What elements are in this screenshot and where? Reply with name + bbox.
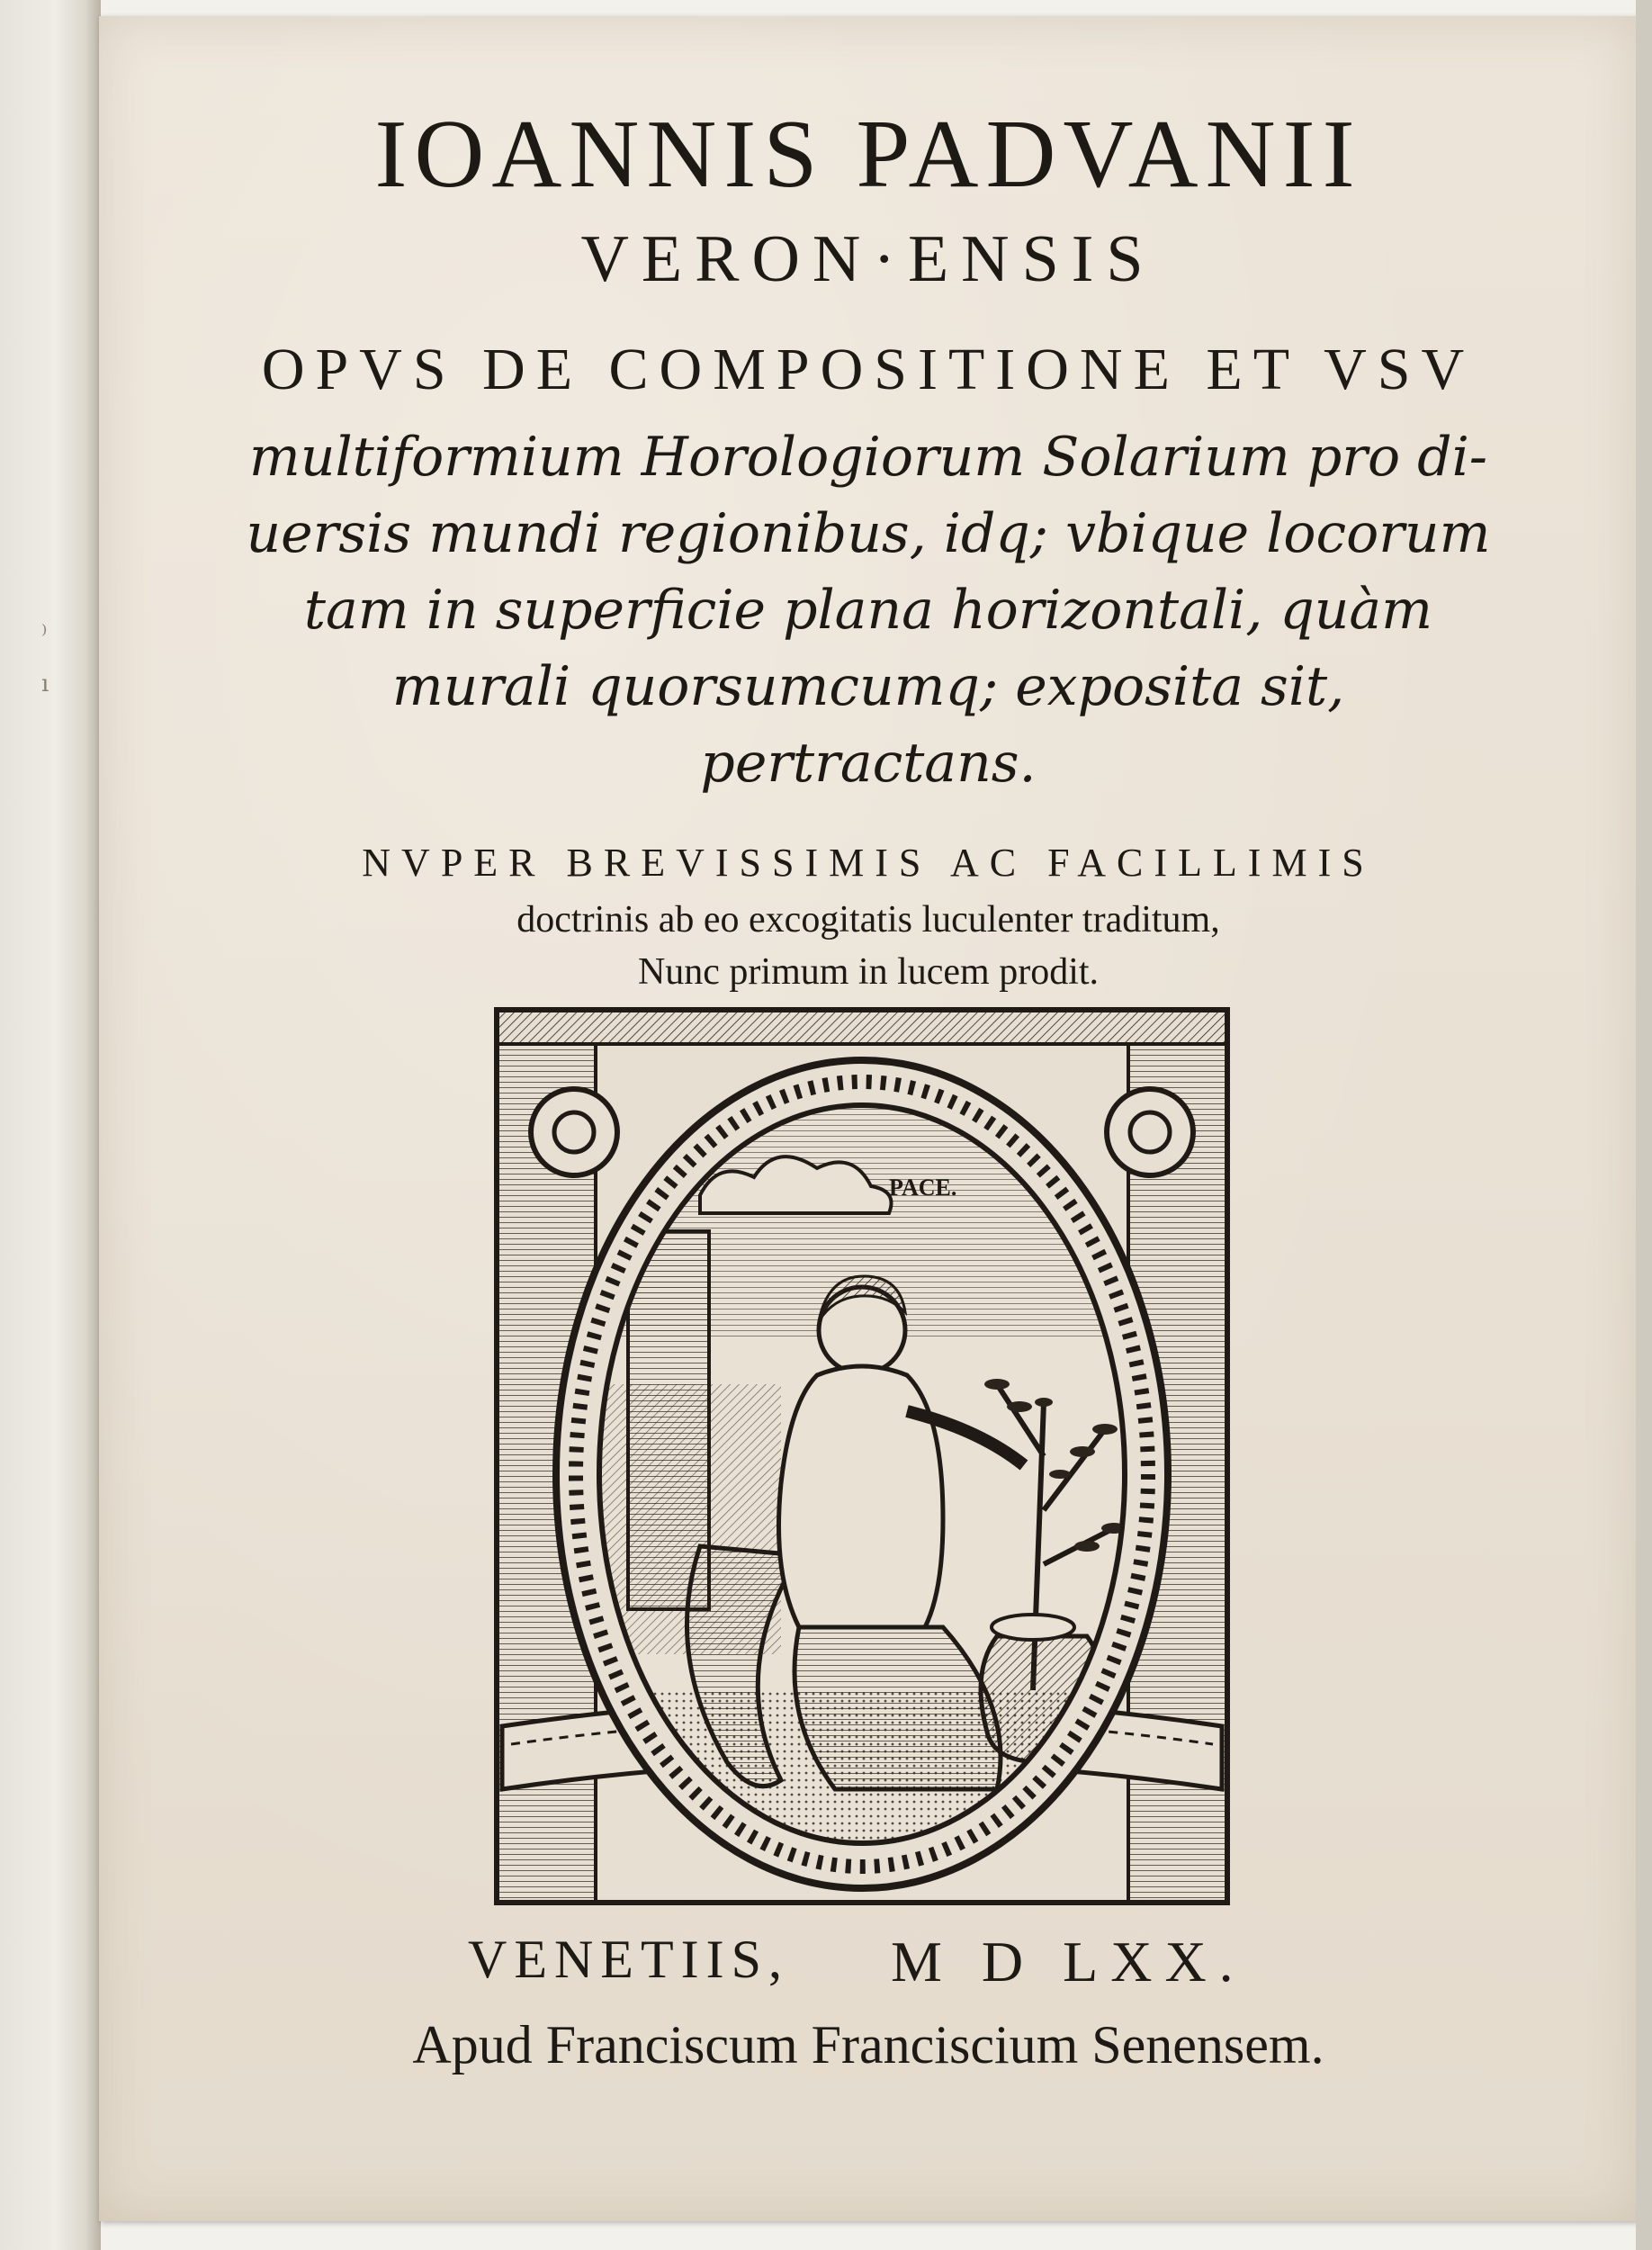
scroll-volute (531, 1089, 617, 1175)
imprint-city: VENETIIS, (468, 1930, 789, 1989)
subtitle-line: pertractans. (700, 732, 1037, 795)
previous-leaf-edge (0, 0, 101, 2250)
note-heading: NVPER BREVISSIMIS AC FACILLIMIS (362, 841, 1375, 885)
title-page (99, 16, 1640, 2221)
author-origin: VERON·ENSIS (580, 222, 1156, 296)
woodcut-device (493, 1006, 1231, 1906)
subtitle-line: multiformium Horologiorum Solarium pro di- (248, 426, 1488, 489)
imprint-printer: Apud Franciscum Franciscium Senensem. (412, 2015, 1324, 2074)
leaf-mark: ı (41, 670, 49, 698)
subtitle-line: tam in superficie plana horizontali, quàm (303, 579, 1433, 642)
right-page-edge (1636, 0, 1652, 2250)
note-line: doctrinis ab eo excogitatis luculenter traditum, (516, 899, 1220, 940)
author-name: IOANNIS PADVANII (374, 101, 1362, 208)
figure-body (779, 1366, 944, 1627)
woodcut-label: PACE. (889, 1174, 957, 1201)
note-line: Nunc primum in lucem prodit. (637, 951, 1100, 993)
imprint-year: M D LXX. (891, 1930, 1246, 1994)
scroll-volute (1107, 1089, 1193, 1175)
work-title: OPVS DE COMPOSITIONE ET VSV (261, 337, 1476, 402)
frame-top-band (497, 1010, 1227, 1044)
vase-lid (992, 1615, 1074, 1640)
leaf-mark: ⁾ (41, 621, 48, 648)
subtitle-line: murali quorsumcumq; exposita sit, (391, 655, 1345, 718)
subtitle-line: uersis mundi regionibus, idq; vbique locorum (246, 502, 1491, 565)
